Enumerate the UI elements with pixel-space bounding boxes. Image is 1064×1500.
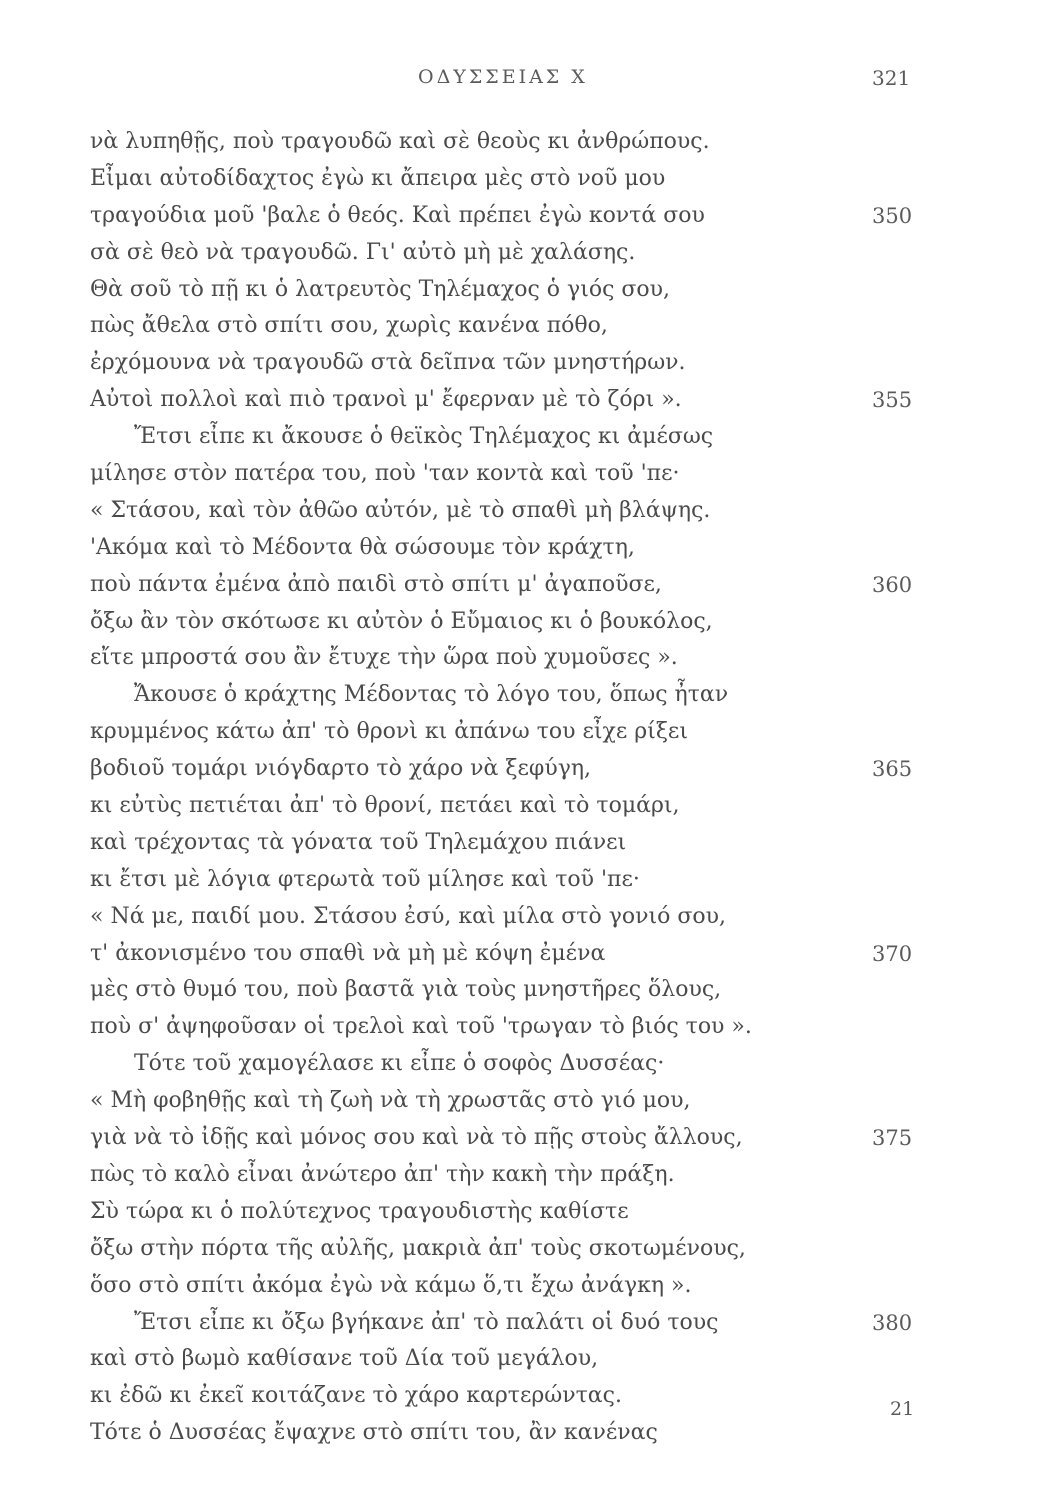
verse-line	[90, 1378, 950, 1415]
verse-text: ὄξω στὴν πόρτα τῆς αὐλῆς, μακριὰ ἀπ' τοὺς σκοτωμένους,	[90, 1235, 746, 1261]
verse-text: καὶ στὸ βωμὸ καθίσανε τοῦ Δία τοῦ μεγάλου,	[90, 1346, 599, 1372]
verse-text: Ἔτσι εἶπε κι ὄξω βγήκανε ἀπ' τὸ παλάτι οἱ δυό τους	[134, 1309, 719, 1335]
verse-line	[90, 419, 950, 456]
verse-text: κι ἐδῶ κι ἐκεῖ κοιτάζανε τὸ χάρο καρτερώντας.	[90, 1383, 622, 1409]
verse-line	[90, 1194, 950, 1231]
signature-mark: 21	[890, 1398, 915, 1420]
verse-line	[90, 825, 950, 862]
verse-text: ὅσο στὸ σπίτι ἀκόμα ἐγὼ νὰ κάμω ὅ,τι ἔχω ἀνάγκη ».	[90, 1272, 692, 1298]
verse-text: εἴτε μπροστά σου ἂν ἔτυχε τὴν ὥρα ποὺ χυμοῦσες ».	[90, 645, 678, 671]
line-number: 375	[872, 1126, 913, 1151]
verse-text: Ἔτσι εἶπε κι ἄκουσε ὁ θεϊκὸς Τηλέμαχος κι ἀμέσως	[134, 424, 714, 450]
verse-text: Θὰ σοῦ τὸ πῇ κι ὁ λατρευτὸς Τηλέμαχος ὁ γιός σου,	[90, 276, 671, 302]
verse-text: « Στάσου, καὶ τὸν ἀθῶο αὐτόν, μὲ τὸ σπαθὶ μὴ βλάψης.	[90, 497, 711, 523]
verse-line	[90, 1120, 950, 1157]
verse-text: τ' ἀκονισμένο του σπαθὶ νὰ μὴ μὲ κόψη ἐμένα	[90, 940, 606, 966]
verse-text: πὼς ἄθελα στὸ σπίτι σου, χωρὶς κανένα πόθο,	[90, 313, 608, 339]
verse-line	[90, 198, 950, 235]
verse-text: κι εὐτὺς πετιέται ἀπ' τὸ θρονί, πετάει καὶ τὸ τομάρι,	[90, 793, 680, 819]
verse-text: Τότε τοῦ χαμογέλασε κι εἶπε ὁ σοφὸς Δυσσέας·	[134, 1051, 665, 1077]
verse-line	[90, 235, 950, 272]
verse-line	[90, 493, 950, 530]
verse-line	[90, 1268, 950, 1305]
line-number: 370	[872, 941, 913, 966]
verse-line	[90, 382, 950, 419]
verse-line	[90, 788, 950, 825]
verse-text: κρυμμένος κάτω ἀπ' τὸ θρονὶ κι ἀπάνω του εἶχε ρίξει	[90, 719, 688, 745]
verse-text: « Μὴ φοβηθῇς καὶ τὴ ζωὴ νὰ τὴ χρωστᾶς στὸ γιό μου,	[90, 1088, 691, 1114]
verse-text: Τότε ὁ Δυσσέας ἔψαχνε στὸ σπίτι του, ἂν κανένας	[90, 1420, 658, 1446]
verse-text: μὲς στὸ θυμό του, ποὺ βαστᾶ γιὰ τοὺς μνηστῆρες ὅλους,	[90, 977, 722, 1003]
verse-line	[90, 1415, 950, 1452]
verse-line	[90, 530, 950, 567]
verse-line	[90, 936, 950, 973]
verse-text: ποὺ σ' ἀψηφοῦσαν οἱ τρελοὶ καὶ τοῦ 'τρωγαν τὸ βιός του ».	[90, 1014, 752, 1040]
verse-line	[90, 1305, 950, 1342]
verse-text: γιὰ νὰ τὸ ἰδῇς καὶ μόνος σου καὶ νὰ τὸ πῇς στοὺς ἄλλους,	[90, 1125, 743, 1151]
verse-line	[90, 677, 950, 714]
verse-line	[90, 604, 950, 641]
verse-line	[90, 972, 950, 1009]
verse-text: Αὐτοὶ πολλοὶ καὶ πιὸ τρανοὶ μ' ἔφερναν μὲ τὸ ζόρι ».	[90, 387, 682, 413]
verse-line	[90, 308, 950, 345]
verse-line	[90, 640, 950, 677]
verse-line	[90, 456, 950, 493]
verse-text: « Νά με, παιδί μου. Στάσου ἐσύ, καὶ μίλα στὸ γονιό σου,	[90, 903, 726, 929]
line-number: 355	[872, 388, 913, 413]
verse-line	[90, 124, 950, 161]
verse-text: ἐρχόμουνα νὰ τραγουδῶ στὰ δεῖπνα τῶν μνηστήρων.	[90, 350, 686, 376]
line-number: 365	[872, 757, 913, 782]
running-title: ΟΔΥΣΣΕΙΑΣ Χ	[418, 66, 588, 88]
verse-text: Ἄκουσε ὁ κράχτης Μέδοντας τὸ λόγο του, ὅπως ἦταν	[134, 682, 729, 708]
verse-text: ὄξω ἂν τὸν σκότωσε κι αὐτὸν ὁ Εὔμαιος κι ὁ βουκόλος,	[90, 608, 713, 634]
verse-line	[90, 899, 950, 936]
verse-line	[90, 1157, 950, 1194]
verse-line	[90, 1009, 950, 1046]
verse-text: βοδιοῦ τομάρι νιόγδαρτο τὸ χάρο νὰ ξεφύγη,	[90, 756, 592, 782]
verse-text: Εἶμαι αὐτοδίδαχτος ἐγὼ κι ἄπειρα μὲς στὸ νοῦ μου	[90, 165, 666, 191]
verse-text: τραγούδια μοῦ 'βαλε ὁ θεός. Καὶ πρέπει ἐγὼ κοντά σου	[90, 202, 705, 228]
verse-line	[90, 1046, 950, 1083]
line-number: 380	[872, 1310, 913, 1335]
verse-line	[90, 567, 950, 604]
verse-line	[90, 751, 950, 788]
verse-block	[90, 124, 950, 1452]
verse-line	[90, 272, 950, 309]
verse-line	[90, 345, 950, 382]
verse-text: Σὺ τώρα κι ὁ πολύτεχνος τραγουδιστὴς καθίστε	[90, 1198, 629, 1224]
verse-text: πὼς τὸ καλὸ εἶναι ἀνώτερο ἀπ' τὴν κακὴ τὴν πράξη.	[90, 1161, 675, 1187]
verse-text: σὰ σὲ θεὸ νὰ τραγουδῶ. Γι' αὐτὸ μὴ μὲ χαλάσης.	[90, 239, 636, 265]
running-head	[0, 66, 1064, 96]
verse-line	[90, 1231, 950, 1268]
verse-text: καὶ τρέχοντας τὰ γόνατα τοῦ Τηλεμάχου πιάνει	[90, 829, 627, 855]
verse-line	[90, 714, 950, 751]
verse-line	[90, 161, 950, 198]
page-number: 321	[872, 66, 911, 90]
line-number: 350	[872, 203, 913, 228]
verse-line	[90, 1083, 950, 1120]
verse-text: νὰ λυπηθῇς, ποὺ τραγουδῶ καὶ σὲ θεοὺς κι ἀνθρώπους.	[90, 129, 710, 154]
verse-line	[90, 862, 950, 899]
line-number: 360	[872, 572, 913, 597]
verse-text: κι ἔτσι μὲ λόγια φτερωτὰ τοῦ μίλησε καὶ τοῦ 'πε·	[90, 866, 640, 892]
verse-text: μίλησε στὸν πατέρα του, ποὺ 'ταν κοντὰ καὶ τοῦ 'πε·	[90, 461, 680, 487]
verse-line	[90, 1341, 950, 1378]
verse-text: ποὺ πάντα ἐμένα ἀπὸ παιδὶ στὸ σπίτι μ' ἀγαποῦσε,	[90, 571, 662, 597]
verse-text: 'Ακόμα καὶ τὸ Μέδοντα θὰ σώσουμε τὸν κράχτη,	[90, 534, 635, 560]
